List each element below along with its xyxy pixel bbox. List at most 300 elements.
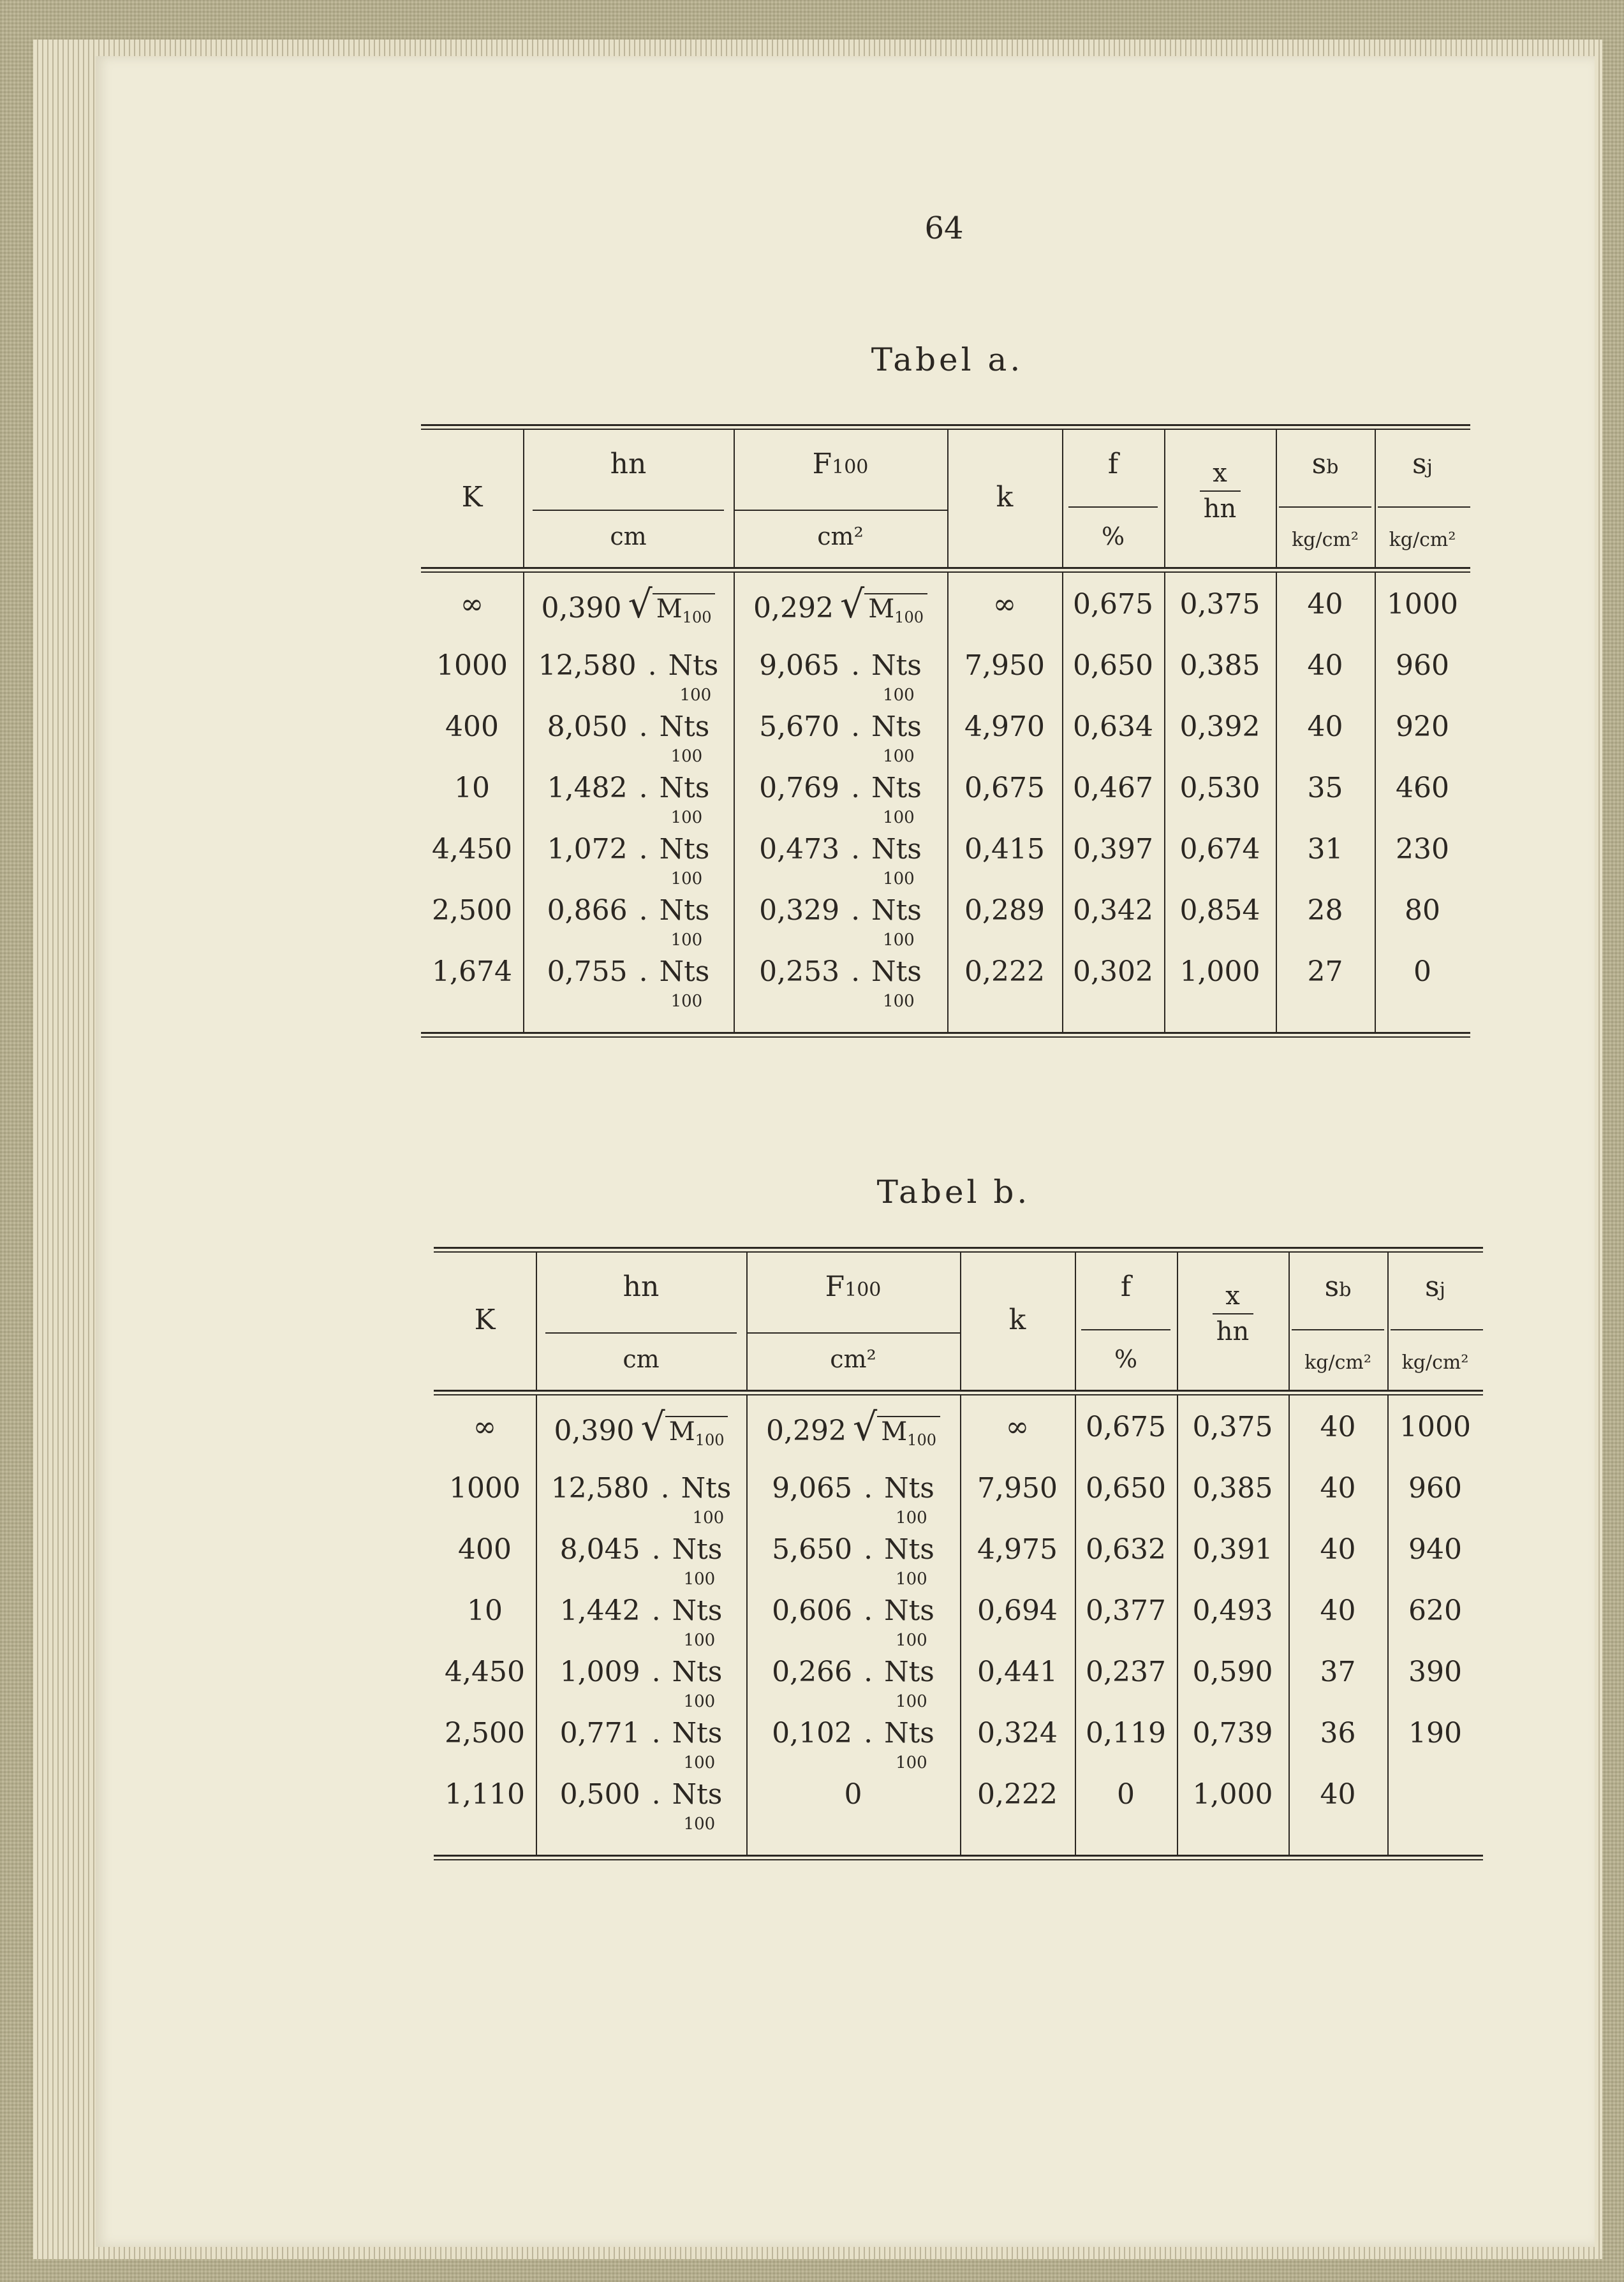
multiply-dot: . xyxy=(639,894,648,927)
header-hn: hn xyxy=(623,1270,660,1303)
cell-sj: 460 xyxy=(1396,772,1449,804)
nts-label: Nts xyxy=(681,1472,732,1505)
table-row-cell xyxy=(1062,830,1164,892)
cell-x: 0,530 xyxy=(1179,772,1260,804)
nts-term xyxy=(884,1531,934,1589)
table-row-cell xyxy=(1288,1653,1387,1714)
cell-f: 0,342 xyxy=(1073,894,1153,927)
cell-sb: 27 xyxy=(1307,955,1343,988)
cell-k-col: 1000 xyxy=(436,649,508,682)
header-sj-sub: j xyxy=(1426,456,1433,478)
table-row-cell xyxy=(1062,892,1164,953)
table-row-cell xyxy=(1062,708,1164,769)
header-sb-letter: s xyxy=(1311,448,1327,480)
cell-coefficient: 5,670 xyxy=(759,710,840,743)
cell-f: 0,650 xyxy=(1086,1472,1166,1505)
nts-sub: 100 xyxy=(896,1753,927,1772)
sqrt-sign-icon: √ xyxy=(839,582,865,627)
cell-k: 7,950 xyxy=(964,649,1045,682)
header-f: f xyxy=(1107,448,1119,480)
radicand-sub: 100 xyxy=(907,1431,936,1449)
cell-sb: 40 xyxy=(1320,1778,1356,1811)
cell-k: 4,975 xyxy=(977,1533,1058,1566)
cell-k: 0,694 xyxy=(977,1594,1058,1627)
cell-sb: 40 xyxy=(1307,710,1343,743)
cell-sj: 920 xyxy=(1396,710,1449,743)
nts-label: Nts xyxy=(672,1656,723,1688)
table-row-cell xyxy=(536,1592,746,1653)
table-row-cell xyxy=(434,1469,536,1531)
table-cell-radical xyxy=(746,1405,960,1469)
cell-x: 0,493 xyxy=(1192,1594,1273,1627)
multiply-dot: . xyxy=(647,649,657,682)
cell-coefficient: 0,606 xyxy=(772,1594,853,1627)
table-row-cell xyxy=(434,1776,536,1837)
table-row-cell xyxy=(523,892,734,953)
cell-f: 0,675 xyxy=(1086,1411,1166,1443)
table-row-cell xyxy=(1276,892,1375,953)
nts-label: Nts xyxy=(884,1472,934,1505)
nts-label: Nts xyxy=(668,649,719,682)
header-rule xyxy=(434,1390,1483,1395)
table-row-cell xyxy=(1177,1469,1288,1531)
header-sb-letter: s xyxy=(1324,1270,1340,1303)
cell-sb: 40 xyxy=(1307,588,1343,621)
table-row-cell xyxy=(1177,1592,1288,1653)
cell-coefficient: 0,390 xyxy=(554,1415,635,1447)
multiply-dot: . xyxy=(851,772,860,804)
table-body xyxy=(434,1395,1483,1855)
multiply-dot: . xyxy=(660,1472,670,1505)
cell-x: 0,392 xyxy=(1179,710,1260,743)
cell-k: 0,441 xyxy=(977,1656,1058,1688)
header-k: k xyxy=(1008,1304,1026,1336)
table-row-cell xyxy=(1375,892,1470,953)
nts-label: Nts xyxy=(871,955,922,988)
nts-sub: 100 xyxy=(683,1692,716,1711)
cell-coefficient: 5,650 xyxy=(772,1533,853,1566)
header-x-den: hn xyxy=(1203,494,1237,524)
page-number: 64 xyxy=(924,210,964,246)
cell-k: 4,970 xyxy=(964,710,1045,743)
table-row-cell xyxy=(1177,1531,1288,1592)
nts-term xyxy=(672,1776,723,1834)
sqrt-sign-icon: √ xyxy=(852,1405,878,1450)
table-row-cell xyxy=(1387,1653,1483,1714)
nts-sub: 100 xyxy=(670,869,703,888)
table-row-cell xyxy=(1164,830,1276,892)
cell-k-col: 10 xyxy=(467,1594,503,1627)
multiply-dot: . xyxy=(639,833,648,865)
nts-label: Nts xyxy=(884,1717,934,1749)
header-f100-sub: 100 xyxy=(845,1279,882,1301)
nts-term xyxy=(659,769,710,827)
cell-sj: 80 xyxy=(1405,894,1440,927)
table-b-title: Tabel b. xyxy=(876,1174,1031,1211)
table-row-cell xyxy=(746,1776,960,1837)
header-sb-sub: b xyxy=(1326,456,1339,478)
nts-term xyxy=(672,1653,723,1711)
cell-k: ∞ xyxy=(1005,1411,1030,1443)
nts-sub: 100 xyxy=(670,992,703,1011)
multiply-dot: . xyxy=(651,1533,661,1566)
header-x-num: x xyxy=(1225,1281,1240,1311)
header-sj-unit: kg/cm² xyxy=(1401,1351,1469,1374)
table-a-title: Tabel a. xyxy=(871,341,1024,378)
table-row-cell xyxy=(1387,1531,1483,1592)
multiply-dot: . xyxy=(864,1594,873,1627)
cell-k-col: ∞ xyxy=(473,1411,497,1443)
table-row-cell xyxy=(734,769,947,830)
table-row-cell xyxy=(1387,1776,1483,1837)
cell-x: 1,000 xyxy=(1179,955,1260,988)
header-sb xyxy=(1276,448,1375,480)
cell-k-col: 1,110 xyxy=(445,1778,525,1811)
cell-f: 0,237 xyxy=(1086,1656,1166,1688)
header-f100 xyxy=(746,1270,960,1303)
nts-sub: 100 xyxy=(670,931,703,950)
header-f-unit: % xyxy=(1101,522,1125,550)
top-rule xyxy=(434,1247,1483,1253)
table-row-cell xyxy=(421,953,523,1014)
table-row-cell xyxy=(1288,1592,1387,1653)
cell-sj: 960 xyxy=(1396,649,1449,682)
multiply-dot: . xyxy=(864,1656,873,1688)
radicand xyxy=(877,1416,940,1449)
table-row-cell xyxy=(421,708,523,769)
header-sj xyxy=(1375,448,1470,480)
nts-label: Nts xyxy=(871,710,922,743)
nts-sub: 100 xyxy=(896,1508,927,1527)
header-f100 xyxy=(734,448,947,480)
table-row-cell xyxy=(734,647,947,708)
nts-term xyxy=(871,892,922,950)
cell-coefficient: 0,253 xyxy=(759,955,840,988)
table-row-cell xyxy=(746,1592,960,1653)
table-row-cell xyxy=(434,1592,536,1653)
table-row-cell xyxy=(523,769,734,830)
nts-term xyxy=(659,892,710,950)
cell-f: 0,634 xyxy=(1073,710,1153,743)
header-sb-unit: kg/cm² xyxy=(1304,1351,1371,1374)
cell-k: 0,222 xyxy=(964,955,1045,988)
nts-label: Nts xyxy=(871,894,922,927)
nts-label: Nts xyxy=(659,710,710,743)
table-cell xyxy=(1387,1408,1483,1469)
cell-sj: 230 xyxy=(1396,833,1449,865)
cell-coefficient: 0,755 xyxy=(547,955,628,988)
cell-coefficient: 9,065 xyxy=(759,649,840,682)
sqrt-sign-icon: √ xyxy=(628,582,653,627)
table-row-cell xyxy=(421,647,523,708)
table-row-cell xyxy=(1288,1714,1387,1776)
sqrt-sign-icon: √ xyxy=(640,1405,665,1450)
cell-coefficient: 0,500 xyxy=(559,1778,640,1811)
cell-x: 0,385 xyxy=(1192,1472,1273,1505)
table-row-cell xyxy=(746,1714,960,1776)
cell-k-col: 1000 xyxy=(449,1472,520,1505)
nts-sub: 100 xyxy=(883,931,915,950)
nts-sub: 100 xyxy=(670,747,703,766)
nts-sub: 100 xyxy=(896,1631,927,1650)
cell-k-col: ∞ xyxy=(460,588,484,621)
table-row-cell xyxy=(1375,769,1470,830)
radicand-sub: 100 xyxy=(682,608,712,626)
nts-sub: 100 xyxy=(683,1815,716,1834)
table-row-cell xyxy=(746,1653,960,1714)
table-row-cell xyxy=(1387,1592,1483,1653)
multiply-dot: . xyxy=(651,1656,661,1688)
table-row-cell xyxy=(1075,1653,1177,1714)
multiply-dot: . xyxy=(639,710,648,743)
cell-coefficient: 1,009 xyxy=(559,1656,640,1688)
nts-label: Nts xyxy=(672,1533,723,1566)
table-row-cell xyxy=(1375,953,1470,1014)
multiply-dot: . xyxy=(651,1778,661,1811)
cell-f: 0,377 xyxy=(1086,1594,1166,1627)
cell-k: 0,675 xyxy=(964,772,1045,804)
nts-label: Nts xyxy=(884,1533,934,1566)
cell-coefficient: 0,390 xyxy=(541,592,622,624)
table-row-cell xyxy=(947,953,1062,1014)
cell-sb: 40 xyxy=(1320,1533,1356,1566)
radicand xyxy=(665,1416,728,1449)
cell-x: 0,590 xyxy=(1192,1656,1273,1688)
table-row-cell xyxy=(960,1653,1075,1714)
cell-coefficient: 8,050 xyxy=(547,710,628,743)
header-x-fraction xyxy=(1177,1281,1288,1346)
table-row-cell xyxy=(536,1714,746,1776)
radicand-letter: M xyxy=(868,594,895,624)
cell-x: 0,674 xyxy=(1179,833,1260,865)
table-row-cell xyxy=(1164,953,1276,1014)
nts-term xyxy=(871,830,922,888)
table-row-cell xyxy=(1062,953,1164,1014)
cell-x: 0,739 xyxy=(1192,1717,1273,1749)
header-sj xyxy=(1387,1270,1483,1303)
nts-term xyxy=(681,1469,732,1527)
cell-coefficient: 0,266 xyxy=(772,1656,853,1688)
header-sj-unit: kg/cm² xyxy=(1389,529,1456,551)
multiply-dot: . xyxy=(651,1717,661,1749)
radicand xyxy=(864,593,927,624)
nts-term xyxy=(871,769,922,827)
table-row-cell xyxy=(960,1714,1075,1776)
table-row-cell xyxy=(1276,647,1375,708)
cell-k: 7,950 xyxy=(977,1472,1058,1505)
table-cell xyxy=(1276,585,1375,647)
header-row xyxy=(434,1253,1483,1390)
table-cell xyxy=(434,1408,536,1469)
cell-coefficient: 8,045 xyxy=(559,1533,640,1566)
nts-label: Nts xyxy=(659,955,710,988)
cell-sj: 390 xyxy=(1408,1656,1462,1688)
table-row-cell xyxy=(1164,647,1276,708)
nts-label: Nts xyxy=(884,1594,934,1627)
header-hn-unit: cm xyxy=(623,1345,660,1373)
header-divider xyxy=(545,1332,737,1334)
nts-sub: 100 xyxy=(896,1570,927,1589)
table-cell xyxy=(1062,585,1164,647)
table-row-cell xyxy=(1276,953,1375,1014)
bottom-rule xyxy=(421,1032,1470,1038)
table-row-cell xyxy=(734,953,947,1014)
table-row-cell xyxy=(421,892,523,953)
nts-term xyxy=(884,1714,934,1772)
table-row-cell xyxy=(536,1531,746,1592)
nts-label: Nts xyxy=(871,649,922,682)
table-row-cell xyxy=(523,647,734,708)
cell-x: 1,000 xyxy=(1192,1778,1273,1811)
nts-sub: 100 xyxy=(683,1570,716,1589)
nts-label: Nts xyxy=(659,772,710,804)
cell-k-col: 10 xyxy=(454,772,490,804)
cell-k-col: 4,450 xyxy=(432,833,512,865)
table-row-cell xyxy=(536,1469,746,1531)
table-row-cell xyxy=(1276,769,1375,830)
header-sj-sub: j xyxy=(1439,1279,1445,1301)
header-f100-letter: F xyxy=(812,448,832,480)
cell-f: 0,119 xyxy=(1086,1717,1166,1749)
table-cell xyxy=(421,585,523,647)
table-row-cell xyxy=(1288,1469,1387,1531)
multiply-dot: . xyxy=(864,1533,873,1566)
book-page xyxy=(96,56,1595,2247)
table-row-cell xyxy=(960,1531,1075,1592)
nts-term xyxy=(672,1531,723,1589)
cell-k: 0,222 xyxy=(977,1778,1058,1811)
table-row-cell xyxy=(734,708,947,769)
nts-sub: 100 xyxy=(683,1753,716,1772)
cell-k-col: 2,500 xyxy=(432,894,512,927)
table-row-cell xyxy=(947,647,1062,708)
table-row-cell xyxy=(960,1592,1075,1653)
cell-coefficient: 0,329 xyxy=(759,894,840,927)
fraction-bar xyxy=(1200,490,1241,492)
radicand xyxy=(653,593,716,624)
header-sb-unit: kg/cm² xyxy=(1292,529,1359,551)
table-row-cell xyxy=(1387,1714,1483,1776)
cell-k-col: 400 xyxy=(458,1533,512,1566)
table-row-cell xyxy=(1375,708,1470,769)
cell-k: 0,415 xyxy=(964,833,1045,865)
nts-term xyxy=(659,953,710,1011)
table-row-cell xyxy=(434,1714,536,1776)
nts-sub: 100 xyxy=(883,992,915,1011)
fraction-bar xyxy=(1213,1313,1253,1314)
cell-coefficient: 0,866 xyxy=(547,894,628,927)
cell-k-col: 1,674 xyxy=(432,955,512,988)
cell-x: 0,385 xyxy=(1179,649,1260,682)
header-x-den: hn xyxy=(1216,1317,1250,1346)
header-divider xyxy=(1292,1329,1384,1330)
header-divider xyxy=(746,1332,960,1334)
table-cell xyxy=(1288,1408,1387,1469)
cell-f: 0,397 xyxy=(1073,833,1153,865)
table-row-cell xyxy=(947,708,1062,769)
table-row-cell xyxy=(1075,1714,1177,1776)
nts-sub: 100 xyxy=(883,808,915,827)
table-cell xyxy=(947,585,1062,647)
cell-k-col: 4,450 xyxy=(445,1656,525,1688)
cell-k: 0,289 xyxy=(964,894,1045,927)
header-f100-unit: cm² xyxy=(817,522,864,550)
multiply-dot: . xyxy=(864,1472,873,1505)
nts-sub: 100 xyxy=(670,808,703,827)
table-row-cell xyxy=(734,830,947,892)
table-row-cell xyxy=(746,1531,960,1592)
table-row-cell xyxy=(1288,1776,1387,1837)
multiply-dot: . xyxy=(639,772,648,804)
header-f-unit: % xyxy=(1114,1345,1138,1373)
nts-sub: 100 xyxy=(896,1692,927,1711)
multiply-dot: . xyxy=(864,1717,873,1749)
header-x-num: x xyxy=(1213,459,1227,488)
nts-term xyxy=(672,1714,723,1772)
nts-label: Nts xyxy=(672,1778,723,1811)
cell-f: 0,302 xyxy=(1073,955,1153,988)
cell-sj: 940 xyxy=(1408,1533,1462,1566)
nts-term xyxy=(659,708,710,766)
header-sj-letter: s xyxy=(1412,448,1427,480)
cell-x: 0,854 xyxy=(1179,894,1260,927)
nts-label: Nts xyxy=(672,1594,723,1627)
table-row-cell xyxy=(947,769,1062,830)
nts-term xyxy=(659,830,710,888)
cell-coefficient: 0,292 xyxy=(753,592,834,624)
header-f100-unit: cm² xyxy=(830,1345,876,1373)
cell-k: 0,324 xyxy=(977,1717,1058,1749)
table-row-cell xyxy=(960,1776,1075,1837)
cell-f: 0,675 xyxy=(1073,588,1153,621)
table-row-cell xyxy=(1075,1592,1177,1653)
cell-f: 0,632 xyxy=(1086,1533,1166,1566)
multiply-dot: . xyxy=(639,955,648,988)
nts-term xyxy=(672,1592,723,1650)
header-divider xyxy=(533,510,724,511)
table-row-cell xyxy=(1276,708,1375,769)
table-row-cell xyxy=(1375,830,1470,892)
nts-sub: 100 xyxy=(883,686,915,705)
cell-k-col: 2,500 xyxy=(445,1717,525,1749)
table-row-cell xyxy=(523,708,734,769)
table-row-cell xyxy=(1062,769,1164,830)
cell-x: 0,375 xyxy=(1179,588,1260,621)
header-divider xyxy=(734,510,947,511)
table-cell xyxy=(1164,585,1276,647)
cell-f: 0,467 xyxy=(1073,772,1153,804)
nts-sub: 100 xyxy=(883,747,915,766)
table-cell xyxy=(1075,1408,1177,1469)
table-cell-radical xyxy=(536,1405,746,1469)
table-row-cell xyxy=(1177,1653,1288,1714)
cell-coefficient: 1,442 xyxy=(559,1594,640,1627)
header-hn: hn xyxy=(610,448,647,480)
header-sj-letter: s xyxy=(1425,1270,1440,1303)
table-cell xyxy=(960,1408,1075,1469)
nts-label: Nts xyxy=(884,1656,934,1688)
header-f: f xyxy=(1120,1270,1132,1303)
multiply-dot: . xyxy=(851,955,860,988)
header-divider xyxy=(1391,1329,1483,1330)
multiply-dot: . xyxy=(851,894,860,927)
table-row-cell xyxy=(1062,647,1164,708)
cell-sj: 620 xyxy=(1408,1594,1462,1627)
cell-f: 0,650 xyxy=(1073,649,1153,682)
cell-x: 0,375 xyxy=(1192,1411,1273,1443)
nts-label: Nts xyxy=(672,1717,723,1749)
table-row-cell xyxy=(1177,1714,1288,1776)
